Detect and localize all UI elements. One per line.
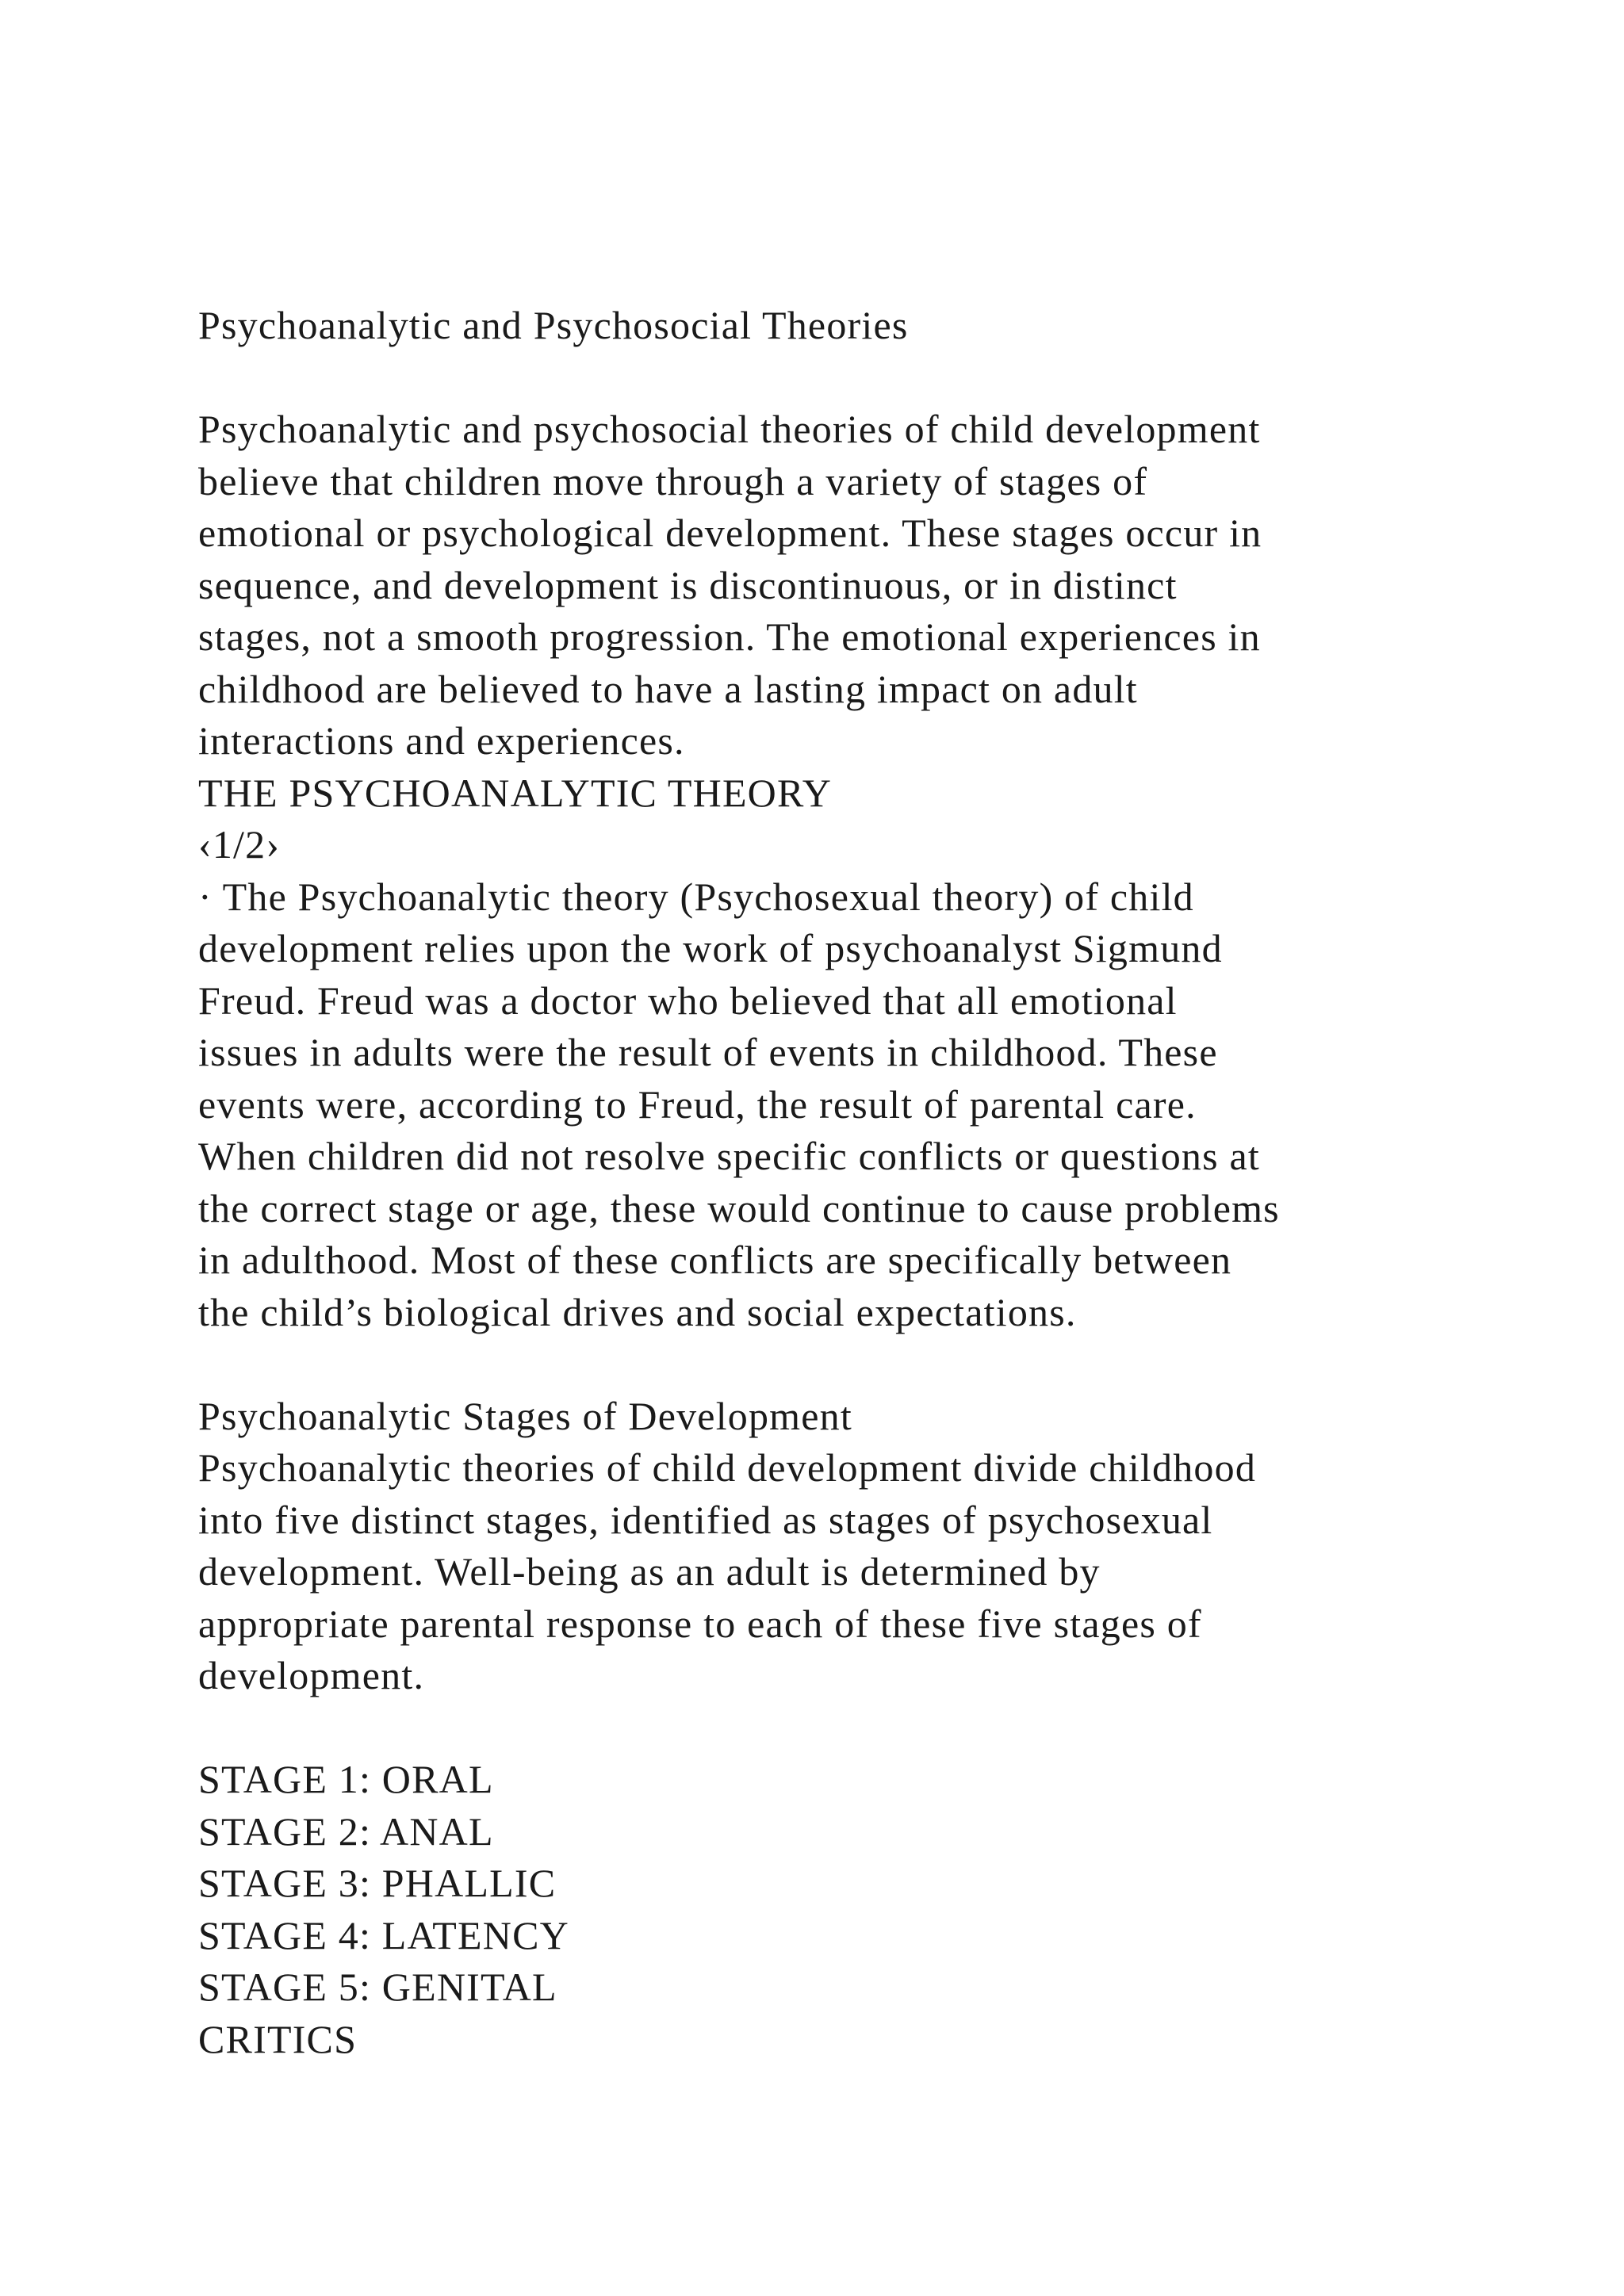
paragraph-line: development.: [198, 1653, 425, 1697]
paragraph-line: into five distinct stages, identified as stages of psychosexual: [198, 1497, 1213, 1542]
paragraph-line: the child’s biological drives and social expectations.: [198, 1289, 1077, 1334]
section-heading: THE PSYCHOANALYTIC THEORY: [198, 770, 833, 815]
document-body: [198, 300, 1546, 2065]
paragraph-line: interactions and experiences.: [198, 718, 685, 763]
paragraph-line: in adulthood. Most of these conflicts are specifically between: [198, 1238, 1232, 1282]
paragraph-line: events were, according to Freud, the result of parental care.: [198, 1081, 1197, 1127]
intro-paragraph: [198, 404, 1546, 767]
paragraph-line: Freud. Freud was a doctor who believed that all emotional: [198, 978, 1178, 1023]
paragraph-line: the correct stage or age, these would continue to cause problems: [198, 1185, 1280, 1230]
paragraph-line: development. Well-being as an adult is determined by: [198, 1549, 1101, 1594]
pager-indicator: ‹1/2›: [198, 822, 281, 867]
paragraph-line: development relies upon the work of psychoanalyst Sigmund: [198, 926, 1223, 970]
stage-list: [198, 1754, 1546, 2014]
paragraph-line: believe that children move through a variety of stages of: [198, 458, 1148, 503]
paragraph-line: When children did not resolve specific conflicts or questions at: [198, 1134, 1260, 1178]
paragraph-line: childhood are believed to have a lasting impact on adult: [198, 666, 1138, 711]
stages-paragraph: [198, 1442, 1546, 1702]
paragraph-line: emotional or psychological development. These stages occur in: [198, 511, 1262, 555]
spacer: [198, 1338, 1546, 1391]
stage-item: STAGE 4: LATENCY: [198, 1912, 569, 1957]
stage-item: STAGE 3: PHALLIC: [198, 1861, 557, 1905]
paragraph-line: Psychoanalytic and psychosocial theories of child development: [198, 407, 1261, 451]
paragraph-line: · The Psychoanalytic theory (Psychosexual theory) of child: [198, 874, 1194, 919]
stage-item: STAGE 2: ANAL: [198, 1808, 494, 1854]
paragraph-line: stages, not a smooth progression. The emotional experiences in: [198, 614, 1261, 659]
stage-item: STAGE 1: ORAL: [198, 1757, 494, 1801]
spacer: [198, 352, 1546, 404]
paragraph-line: issues in adults were the result of events in childhood. These: [198, 1030, 1218, 1074]
stages-heading: Psychoanalytic Stages of Development: [198, 1393, 852, 1438]
stage-item: STAGE 5: GENITAL: [198, 1965, 557, 2009]
spacer: [198, 1702, 1546, 1755]
critics-heading: CRITICS: [198, 2016, 358, 2061]
bullet-paragraph: [198, 871, 1546, 1339]
paragraph-line: sequence, and development is discontinuous, or in distinct: [198, 562, 1178, 607]
paragraph-line: Psychoanalytic theories of child development divide childhood: [198, 1445, 1257, 1490]
paragraph-line: appropriate parental response to each of these five stages of: [198, 1601, 1202, 1646]
document-title: Psychoanalytic and Psychosocial Theories: [198, 303, 909, 347]
